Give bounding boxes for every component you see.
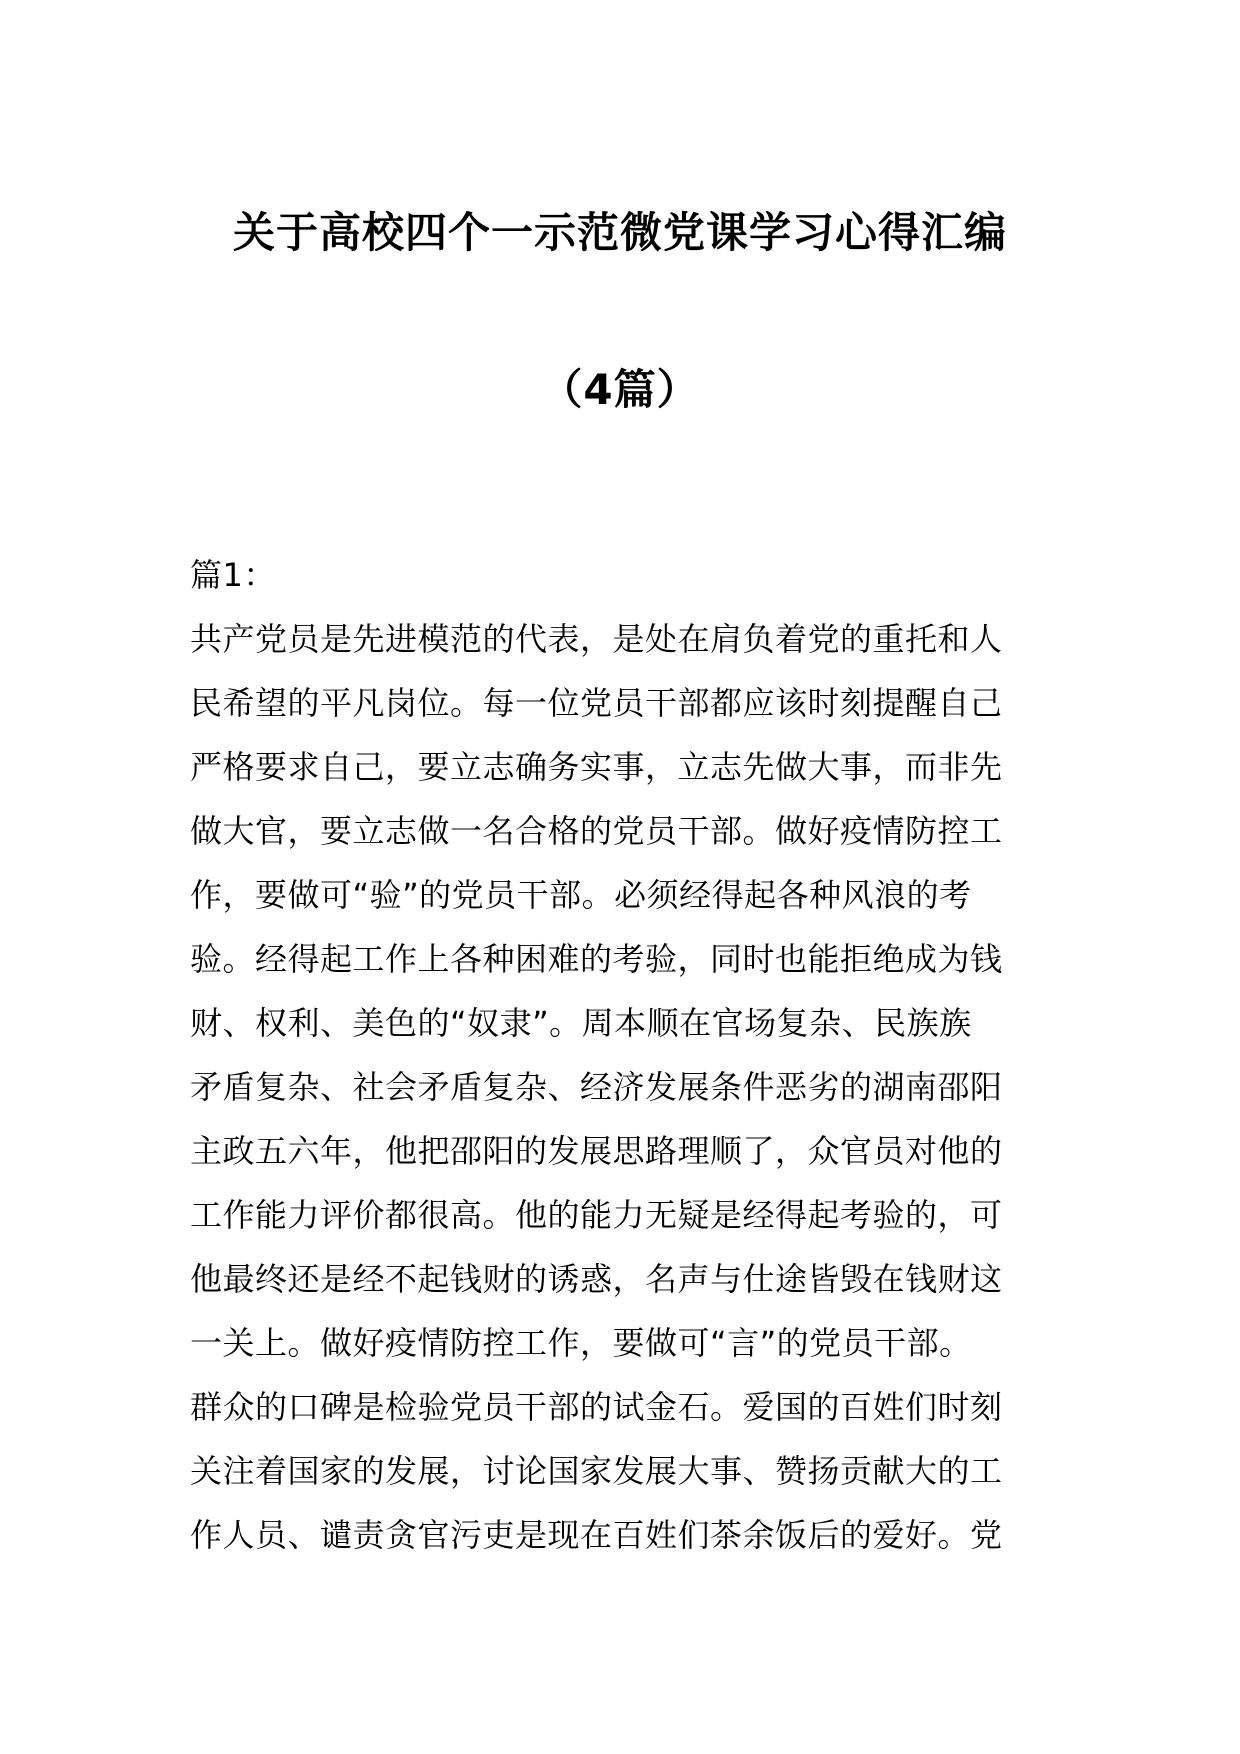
body-line: 验。经得起工作上各种困难的考验，同时也能拒绝成为钱 [190,940,1003,978]
section-label: 篇1： [190,556,276,594]
body-line: 财、权利、美色的“奴隶”。周本顺在官场复杂、民族族 [190,1004,972,1042]
document-subtitle: （4篇） [540,365,700,414]
document-body [190,543,1060,1567]
body-line: 民希望的平凡岗位。每一位党员干部都应该时刻提醒自己 [190,684,1003,722]
body-line: 作，要做可“验”的党员干部。必须经得起各种风浪的考 [190,876,972,914]
body-line: 工作能力评价都很高。他的能力无疑是经得起考验的，可 [190,1196,1003,1234]
body-line: 做大官，要立志做一名合格的党员干部。做好疫情防控工 [190,812,1003,850]
document-title: 关于高校四个一示范微党课学习心得汇编 [232,208,1007,257]
body-line: 群众的口碑是检验党员干部的试金石。爱国的百姓们时刻 [190,1388,1003,1426]
body-line: 矛盾复杂、社会矛盾复杂、经济发展条件恶劣的湖南邵阳 [190,1068,1003,1106]
body-line: 共产党员是先进模范的代表，是处在肩负着党的重托和人 [190,620,1003,658]
body-line: 一关上。做好疫情防控工作，要做可“言”的党员干部。 [190,1324,972,1362]
body-line: 主政五六年，他把邵阳的发展思路理顺了，众官员对他的 [190,1132,1003,1170]
body-line: 关注着国家的发展，讨论国家发展大事、赞扬贡献大的工 [190,1452,1003,1490]
body-line: 他最终还是经不起钱财的诱惑，名声与仕途皆毁在钱财这 [190,1260,1003,1298]
body-line: 作人员、谴责贪官污吏是现在百姓们茶余饭后的爱好。党 [190,1516,1003,1554]
body-line: 严格要求自己，要立志确务实事，立志先做大事，而非先 [190,748,1003,786]
